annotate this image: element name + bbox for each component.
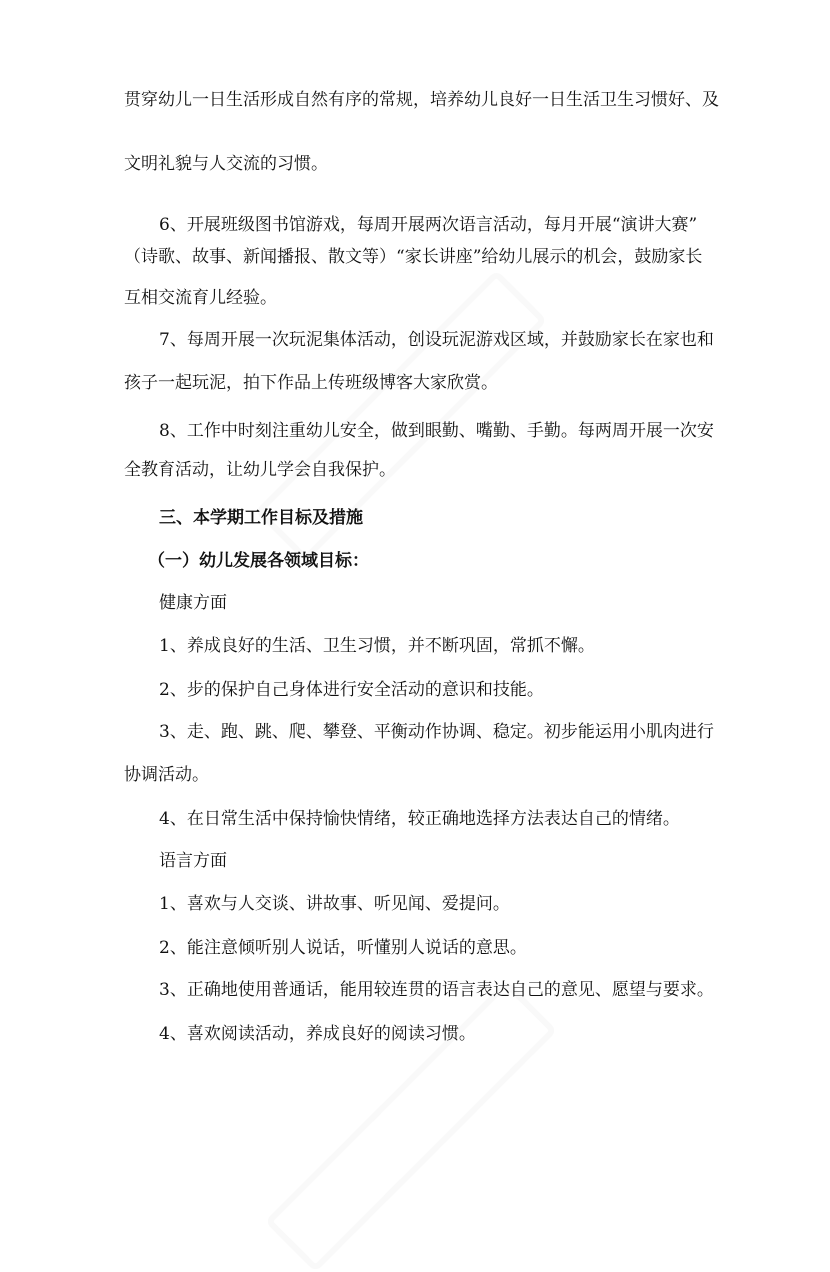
text-line: 4、在日常生活中保持愉快情绪，较正确地选择方法表达自己的情绪。 — [159, 809, 680, 829]
text-line: 孩子一起玩泥，拍下作品上传班级博客大家欣赏。 — [124, 373, 498, 393]
text-line: 贯穿幼儿一日生活形成自然有序的常规，培养幼儿良好一日生活卫生习惯好、及 — [124, 90, 719, 110]
text-line: 3、走、跑、跳、爬、攀登、平衡动作协调、稳定。初步能运用小肌肉进行 — [159, 722, 714, 742]
text-line: 4、喜欢阅读活动，养成良好的阅读习惯。 — [159, 1024, 476, 1044]
text-line: （诗歌、故事、新闻播报、散文等）“家长讲座”给幼儿展示的机会，鼓励家长 — [124, 247, 703, 267]
category-heading: 语言方面 — [159, 851, 227, 871]
category-heading: 健康方面 — [159, 593, 227, 613]
subsection-heading: （一）幼儿发展各领域目标： — [148, 551, 369, 571]
text-line: 协调活动。 — [124, 765, 209, 785]
section-heading: 三、本学期工作目标及措施 — [159, 508, 363, 528]
text-line: 文明礼貌与人交流的习惯。 — [124, 154, 328, 174]
text-line: 1、养成良好的生活、卫生习惯，并不断巩固，常抓不懈。 — [159, 636, 595, 656]
text-line: 2、步的保护自己身体进行安全活动的意识和技能。 — [159, 680, 544, 700]
text-line: 3、正确地使用普通话，能用较连贯的语言表达自己的意见、愿望与要求。 — [159, 980, 714, 1000]
text-line: 8、工作中时刻注重幼儿安全，做到眼勤、嘴勤、手勤。每两周开展一次安 — [159, 421, 714, 441]
text-line: 2、能注意倾听别人说话，听懂别人说话的意思。 — [159, 938, 527, 958]
text-line: 全教育活动，让幼儿学会自我保护。 — [124, 460, 396, 480]
text-line: 互相交流育儿经验。 — [124, 288, 277, 308]
text-line: 1、喜欢与人交谈、讲故事、听见闻、爱提问。 — [159, 894, 510, 914]
text-line: 7、每周开展一次玩泥集体活动，创设玩泥游戏区域，并鼓励家长在家也和 — [159, 330, 714, 350]
text-line: 6、开展班级图书馆游戏，每周开展两次语言活动，每月开展“演讲大赛” — [159, 215, 698, 235]
